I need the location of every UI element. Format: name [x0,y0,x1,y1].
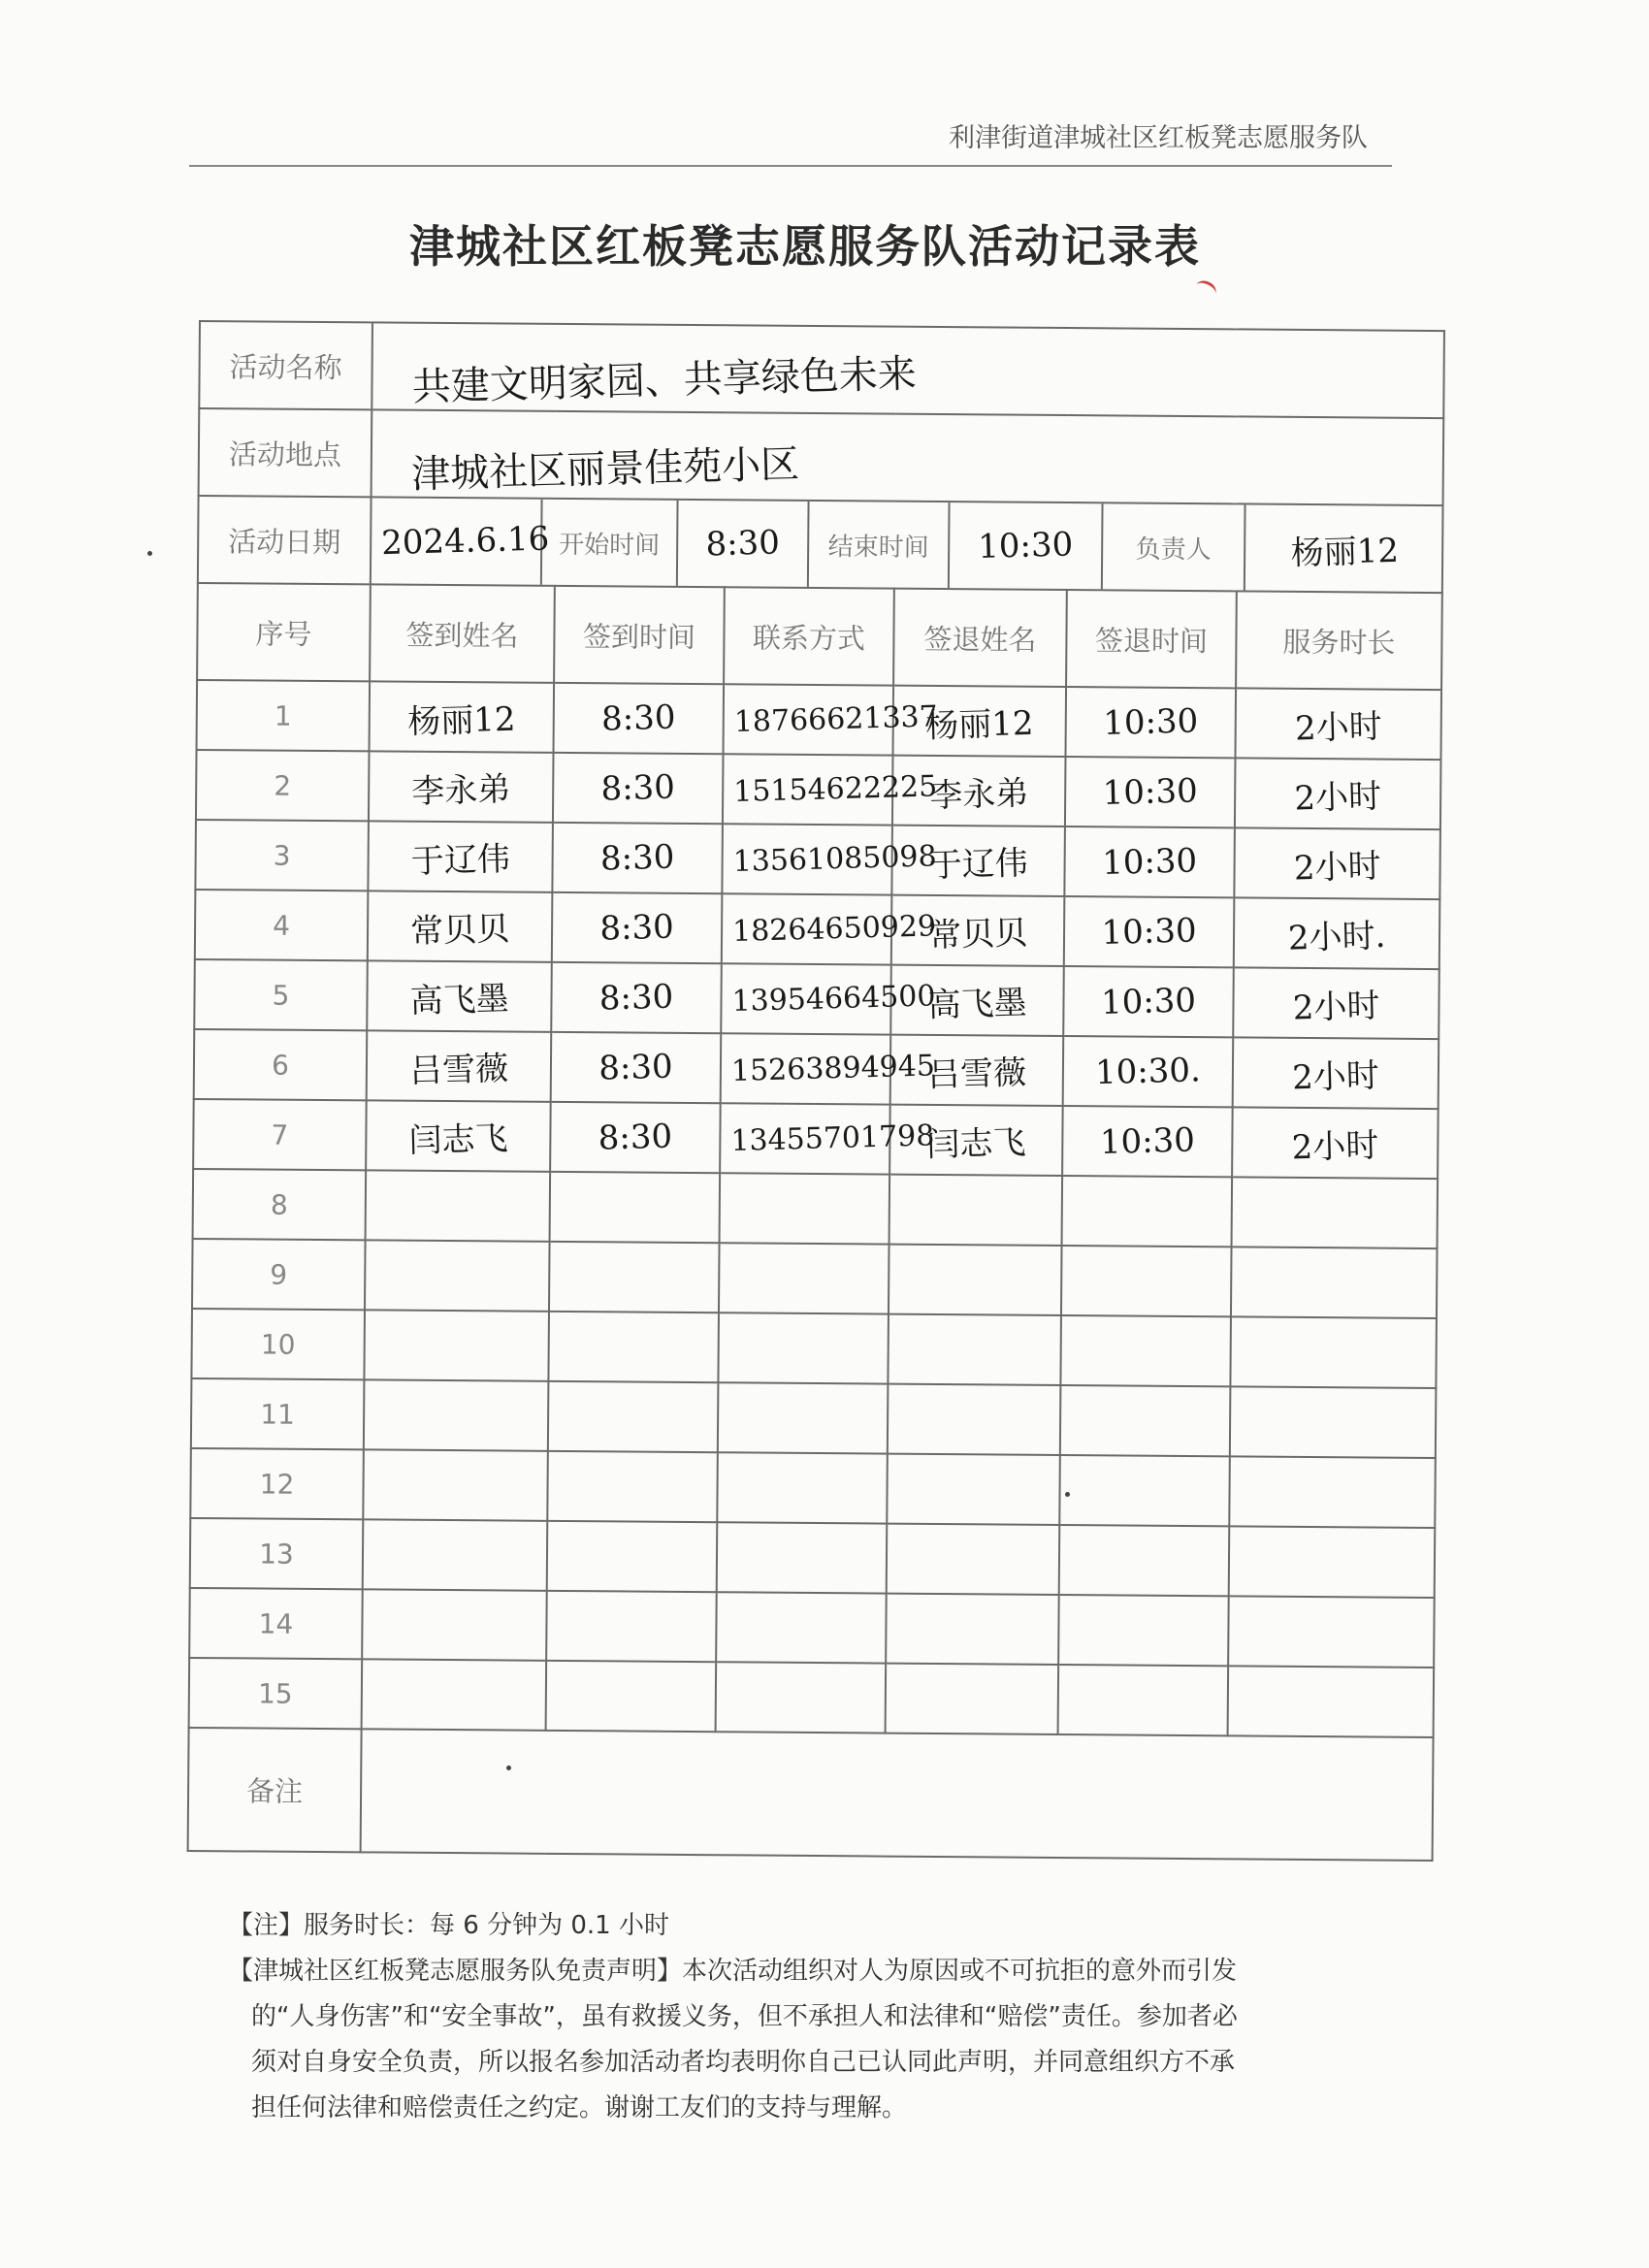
row-number: 13 [190,1518,364,1589]
signin-name-cell[interactable]: 于辽伟 [368,820,554,894]
signout-time-cell[interactable] [1060,1244,1232,1318]
signout-name-cell[interactable]: 于辽伟 [891,824,1066,898]
table-row [192,1239,1438,1318]
signin-name-cell[interactable]: 李永弟 [368,750,554,825]
signin-time-cell[interactable] [548,1240,720,1314]
table-row [189,1588,1435,1668]
signin-time-cell[interactable] [545,1659,717,1733]
row-number: 1 [197,680,371,751]
signin-time-cell[interactable]: 8:30 [549,1100,721,1175]
column-header-signout-name: 签退姓名 [893,589,1067,687]
signin-name-cell[interactable]: 吕雪薇 [366,1029,552,1104]
service-duration-note: 【注】服务时长：每 6 分钟为 0.1 小时 [228,1911,669,1940]
signin-name-cell[interactable]: 常贝贝 [367,890,553,964]
activity-place-label: 活动地点 [199,408,372,497]
column-header-contact: 联系方式 [724,587,894,685]
row-number: 3 [195,820,369,891]
table-row [190,1518,1436,1598]
signout-time-cell[interactable]: 10:30 [1061,1104,1233,1179]
duration-cell[interactable]: 2小时 [1231,1105,1439,1181]
signout-time-cell[interactable]: 10:30 [1065,685,1237,760]
signin-time-cell[interactable]: 8:30 [552,821,724,895]
signin-name-cell[interactable] [365,1169,551,1244]
table-row [189,1658,1435,1737]
signout-name-cell[interactable] [885,1592,1059,1667]
row-number: 10 [191,1309,365,1379]
signout-name-cell[interactable] [888,1243,1062,1317]
contact-cell[interactable] [715,1591,887,1666]
duration-cell[interactable]: 2小时 [1235,686,1442,761]
row-number: 11 [191,1378,365,1449]
contact-cell[interactable]: 13561085098 [722,823,893,897]
remarks-label: 备注 [188,1728,362,1852]
activity-date-value[interactable]: 2024.6.16 [371,497,542,587]
contact-cell[interactable] [716,1521,888,1596]
duration-cell[interactable] [1231,1175,1439,1250]
volunteer-rows [189,680,1441,1737]
signin-name-cell[interactable]: 闫志飞 [365,1099,551,1174]
date-time-subtable [372,498,1444,592]
row-number: 15 [189,1658,363,1729]
disclaimer-line-2: 的“人身伤害”和“安全事故”，虽有救援义务，但不承担人和法律和“赔偿”责任。参加者必 [251,2002,1238,2031]
column-header-signin-name: 签到姓名 [370,584,555,682]
signin-name-cell[interactable] [364,1239,550,1313]
signin-name-cell[interactable] [364,1309,550,1383]
duration-cell[interactable] [1230,1314,1438,1390]
signin-name-cell[interactable] [362,1588,548,1663]
column-header-number: 序号 [197,583,371,681]
signin-time-cell[interactable]: 8:30 [553,681,725,756]
signout-name-cell[interactable] [887,1452,1061,1527]
contact-cell[interactable]: 15263894945 [720,1032,891,1107]
scan-speck [147,551,152,556]
contact-cell[interactable] [718,1242,889,1316]
table-row [197,680,1442,760]
table-row [194,1029,1439,1109]
signout-name-cell[interactable] [886,1522,1060,1597]
signout-name-cell[interactable]: 杨丽12 [892,684,1067,759]
contact-cell[interactable]: 13455701798 [719,1102,890,1177]
signout-time-cell[interactable]: 10:30 [1064,755,1236,829]
signout-name-cell[interactable] [888,1312,1062,1387]
signin-name-cell[interactable]: 高飞墨 [367,959,553,1034]
signout-time-cell[interactable]: 10:30 [1063,894,1235,969]
signin-time-cell[interactable]: 8:30 [552,751,724,826]
table-row [193,1169,1439,1248]
signin-name-cell[interactable] [361,1658,547,1733]
duration-cell[interactable]: 2小时 [1234,756,1441,831]
signout-time-cell[interactable] [1060,1313,1232,1388]
column-header-signout-time: 签退时间 [1066,590,1237,688]
table-row [194,959,1439,1039]
table-row [195,890,1440,969]
signin-time-cell[interactable] [545,1589,717,1664]
contact-cell[interactable]: 13954664500 [721,962,892,1037]
start-time-label: 开始时间 [541,500,678,586]
row-number: 9 [192,1239,366,1310]
scan-speck [506,1766,511,1770]
signout-time-cell[interactable] [1057,1593,1229,1668]
table-row [191,1378,1437,1458]
signin-time-cell[interactable]: 8:30 [550,1030,722,1105]
signout-name-cell[interactable] [885,1662,1059,1736]
activity-name-value[interactable]: 共建文明家园、共享绿色未来 [372,312,1445,429]
contact-cell[interactable]: 15154622225 [722,753,893,827]
scan-speck [1065,1492,1070,1497]
header-divider [189,165,1392,167]
signout-name-cell[interactable]: 常贝贝 [890,893,1065,968]
duration-cell[interactable]: 2小时. [1233,895,1440,971]
duration-cell[interactable] [1229,1454,1437,1530]
disclaimer-line-4: 担任何法律和赔偿责任之约定。谢谢工友们的支持与理解。 [251,2093,908,2122]
signout-name-cell[interactable]: 吕雪薇 [889,1033,1064,1108]
contact-cell[interactable] [719,1172,890,1247]
signout-time-cell[interactable]: 10:30 [1063,964,1235,1039]
signin-name-cell[interactable]: 杨丽12 [369,680,555,755]
row-number: 14 [189,1588,363,1659]
contact-cell[interactable] [717,1451,889,1526]
signout-name-cell[interactable]: 李永弟 [891,754,1066,828]
signout-time-cell[interactable] [1059,1383,1231,1458]
signin-name-cell[interactable] [363,1378,549,1453]
signin-time-cell[interactable] [547,1379,719,1454]
contact-cell[interactable] [717,1381,889,1456]
end-time-value[interactable]: 10:30 [948,502,1103,591]
duration-cell[interactable] [1227,1594,1435,1669]
leader-value[interactable]: 杨丽12 [1290,531,1400,573]
activity-place-value[interactable]: 津城社区丽景佳苑小区 [371,400,1444,516]
header-organization: 利津街道津城社区红板凳志愿服务队 [949,123,1368,153]
contact-cell[interactable]: 18264650929 [721,892,892,967]
remarks-row [188,1728,1434,1861]
duration-cell[interactable] [1229,1384,1437,1460]
leader-label: 负责人 [1102,503,1245,590]
contact-cell[interactable] [718,1312,889,1386]
contact-cell[interactable]: 18766621337 [723,683,894,758]
column-header-signin-time: 签到时间 [554,586,725,684]
duration-cell[interactable] [1227,1664,1435,1739]
signout-time-cell[interactable] [1059,1453,1231,1528]
activity-date-label: 活动日期 [198,496,372,584]
duration-cell[interactable]: 2小时 [1232,1035,1439,1111]
signin-name-cell[interactable] [362,1518,548,1593]
row-number: 7 [193,1099,367,1170]
signin-time-cell[interactable]: 8:30 [551,891,723,965]
row-number: 12 [190,1448,364,1519]
start-time-value[interactable]: 8:30 [676,500,809,589]
disclaimer-line-3: 须对自身安全负责，所以报名参加活动者均表明你自己已认同此声明，并同意组织方不承 [251,2048,1236,2077]
signout-name-cell[interactable] [887,1382,1061,1457]
activity-date-time-group [371,497,1443,593]
row-number: 2 [196,750,370,821]
column-header-row [197,583,1442,690]
signout-time-cell[interactable] [1057,1663,1229,1737]
table-row [196,750,1441,829]
table-row [190,1448,1436,1528]
activity-record-table [187,320,1445,1862]
row-number: 6 [194,1029,368,1100]
signin-time-cell[interactable] [548,1310,720,1384]
end-time-label: 结束时间 [808,502,950,588]
signin-time-cell[interactable] [546,1519,718,1594]
duration-cell[interactable] [1228,1524,1436,1600]
duration-cell[interactable] [1230,1245,1438,1320]
signout-time-cell[interactable] [1061,1174,1233,1248]
signout-name-cell[interactable]: 高飞墨 [890,963,1065,1038]
signout-time-cell[interactable]: 10:30. [1062,1034,1234,1109]
contact-cell[interactable] [715,1661,887,1735]
table-row [195,820,1440,899]
duration-cell[interactable]: 2小时 [1233,965,1440,1041]
notes-section [228,1903,1421,2131]
page-title: 津城社区红板凳志愿服务队活动记录表 [409,220,1201,273]
signout-name-cell[interactable]: 闫志飞 [889,1103,1063,1178]
row-number: 8 [193,1169,367,1240]
signin-name-cell[interactable] [363,1448,549,1523]
activity-name-label: 活动名称 [199,321,372,409]
remarks-value[interactable] [361,1729,1434,1861]
row-number: 5 [194,959,368,1030]
signin-time-cell[interactable]: 8:30 [551,960,723,1035]
table-row [191,1309,1437,1388]
signout-time-cell[interactable]: 10:30 [1064,825,1236,899]
signin-time-cell[interactable] [547,1449,719,1524]
pen-mark [1192,277,1218,302]
signout-time-cell[interactable] [1058,1523,1230,1598]
signin-time-cell[interactable] [549,1170,721,1245]
duration-cell[interactable]: 2小时 [1234,826,1441,901]
column-header-duration: 服务时长 [1236,591,1442,690]
activity-date-row [198,496,1443,593]
table-row [193,1099,1439,1179]
signout-name-cell[interactable] [889,1173,1063,1247]
disclaimer-line-1: 【津城社区红板凳志愿服务队免责声明】本次活动组织对人为原因或不可抗拒的意外而引发 [228,1957,1238,1986]
row-number: 4 [195,890,369,960]
